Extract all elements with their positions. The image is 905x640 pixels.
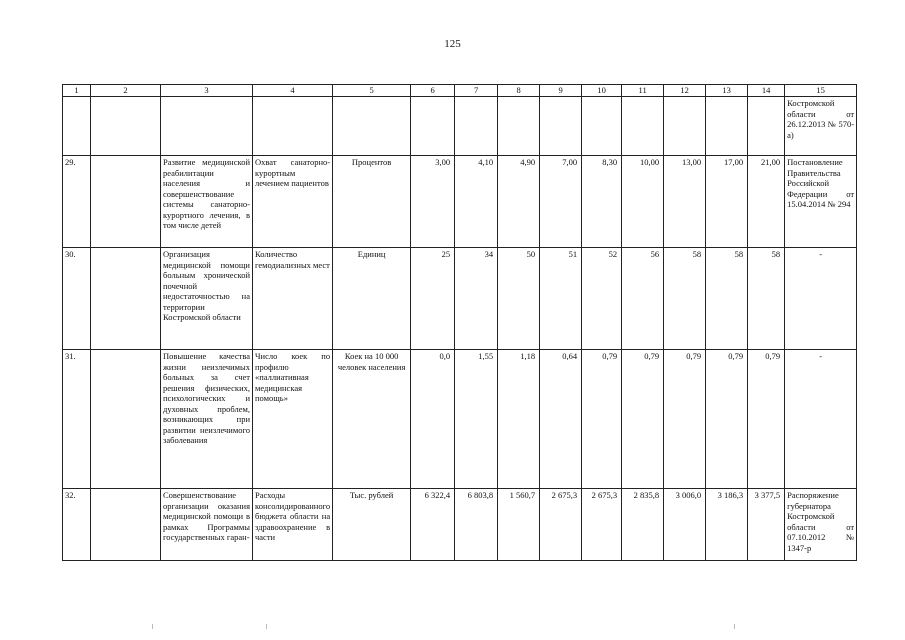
table-row xyxy=(63,350,857,489)
cell-basis: Костромской области от 26.12.2013 № 570-а) xyxy=(785,97,857,156)
cell-col2 xyxy=(91,97,161,156)
table-row xyxy=(63,156,857,248)
cell-value: 2 675,3 xyxy=(582,489,622,561)
cell-value: 25 xyxy=(411,248,455,350)
cell-value xyxy=(455,97,498,156)
cell-value: 2 835,8 xyxy=(622,489,664,561)
cell-basis: Постановление Правительства Российской Федерации от 15.04.2014 № 294 xyxy=(785,156,857,248)
header-cell: 11 xyxy=(622,85,664,97)
cell-value: 58 xyxy=(706,248,748,350)
cell-value: 1,55 xyxy=(455,350,498,489)
cell-value: 13,00 xyxy=(664,156,706,248)
cell-value: 58 xyxy=(664,248,706,350)
cell-value: 34 xyxy=(455,248,498,350)
cell-unit: Тыс. рублей xyxy=(333,489,411,561)
cell-value: 1 560,7 xyxy=(498,489,540,561)
cell-col2 xyxy=(91,156,161,248)
table-row xyxy=(63,97,857,156)
cell-value xyxy=(540,97,582,156)
cell-value xyxy=(706,97,748,156)
cell-value: 3 006,0 xyxy=(664,489,706,561)
header-cell: 3 xyxy=(161,85,253,97)
page-number: 125 xyxy=(444,38,461,50)
cell-value: 6 803,8 xyxy=(455,489,498,561)
cell-event: Совершенствование организации оказания медицинской помощи в рамках Программы государственных гаран- xyxy=(161,489,253,561)
cell-indicator: Количество гемодиализных мест xyxy=(253,248,333,350)
cell-value: 0,79 xyxy=(622,350,664,489)
cell-value: 0,79 xyxy=(664,350,706,489)
cell-col2 xyxy=(91,489,161,561)
header-cell: 5 xyxy=(333,85,411,97)
cell-unit: Процентов xyxy=(333,156,411,248)
row-number xyxy=(63,97,91,156)
cell-basis: - xyxy=(785,350,857,489)
cell-value xyxy=(664,97,706,156)
cell-value xyxy=(582,97,622,156)
cell-value: 58 xyxy=(748,248,785,350)
cell-value: 2 675,3 xyxy=(540,489,582,561)
header-cell: 6 xyxy=(411,85,455,97)
cell-value: 3 377,5 xyxy=(748,489,785,561)
cell-indicator: Охват санаторно-курортным лечением пациентов xyxy=(253,156,333,248)
cell-unit: Единиц xyxy=(333,248,411,350)
cell-col2 xyxy=(91,350,161,489)
cell-col2 xyxy=(91,248,161,350)
row-number: 29. xyxy=(63,156,91,248)
scan-mark xyxy=(152,624,153,629)
cell-value: 1,18 xyxy=(498,350,540,489)
cell-event xyxy=(161,97,253,156)
table-row xyxy=(63,489,857,561)
cell-indicator: Число коек по профилю «паллиативная медицинская помощь» xyxy=(253,350,333,489)
header-row xyxy=(63,85,857,97)
cell-event: Развитие медицинской реабилитации населения и совершенствование системы санаторно-курортного лечения, в том числе детей xyxy=(161,156,253,248)
cell-indicator: Расходы консолидированного бюджета области на здравоохранение в части xyxy=(253,489,333,561)
cell-value: 51 xyxy=(540,248,582,350)
cell-value: 21,00 xyxy=(748,156,785,248)
cell-unit xyxy=(333,97,411,156)
table-row xyxy=(63,248,857,350)
cell-value: 6 322,4 xyxy=(411,489,455,561)
header-cell: 15 xyxy=(785,85,857,97)
indicators-table xyxy=(62,84,857,561)
cell-value: 0,0 xyxy=(411,350,455,489)
row-number: 32. xyxy=(63,489,91,561)
cell-value: 10,00 xyxy=(622,156,664,248)
cell-value: 0,79 xyxy=(748,350,785,489)
row-number: 30. xyxy=(63,248,91,350)
cell-value xyxy=(411,97,455,156)
cell-unit: Коек на 10 000 человек населения xyxy=(333,350,411,489)
header-cell: 12 xyxy=(664,85,706,97)
scan-mark xyxy=(266,624,267,629)
header-cell: 8 xyxy=(498,85,540,97)
cell-event: Организация медицинской помощи больным хронической почечной недостаточностью на территории Костромской области xyxy=(161,248,253,350)
cell-event: Повышение качества жизни неизлечимых больных за счет решения физических, психологических и духовных проблем, возникающих при развитии неизлечимого заболевания xyxy=(161,350,253,489)
header-cell: 1 xyxy=(63,85,91,97)
header-cell: 10 xyxy=(582,85,622,97)
cell-value: 0,79 xyxy=(706,350,748,489)
cell-indicator xyxy=(253,97,333,156)
cell-value xyxy=(498,97,540,156)
cell-value: 52 xyxy=(582,248,622,350)
header-cell: 9 xyxy=(540,85,582,97)
cell-value xyxy=(622,97,664,156)
header-cell: 2 xyxy=(91,85,161,97)
cell-value: 4,90 xyxy=(498,156,540,248)
cell-value: 0,64 xyxy=(540,350,582,489)
cell-value: 17,00 xyxy=(706,156,748,248)
header-cell: 4 xyxy=(253,85,333,97)
cell-value: 8,30 xyxy=(582,156,622,248)
cell-basis: Распоряжение губернатора Костромской области от 07.10.2012 № 1347-р xyxy=(785,489,857,561)
cell-basis: - xyxy=(785,248,857,350)
scan-mark xyxy=(734,624,735,629)
cell-value: 0,79 xyxy=(582,350,622,489)
header-cell: 7 xyxy=(455,85,498,97)
cell-value: 4,10 xyxy=(455,156,498,248)
cell-value: 56 xyxy=(622,248,664,350)
row-number: 31. xyxy=(63,350,91,489)
cell-value: 3,00 xyxy=(411,156,455,248)
cell-value: 50 xyxy=(498,248,540,350)
cell-value: 7,00 xyxy=(540,156,582,248)
header-cell: 14 xyxy=(748,85,785,97)
cell-value xyxy=(748,97,785,156)
header-cell: 13 xyxy=(706,85,748,97)
cell-value: 3 186,3 xyxy=(706,489,748,561)
